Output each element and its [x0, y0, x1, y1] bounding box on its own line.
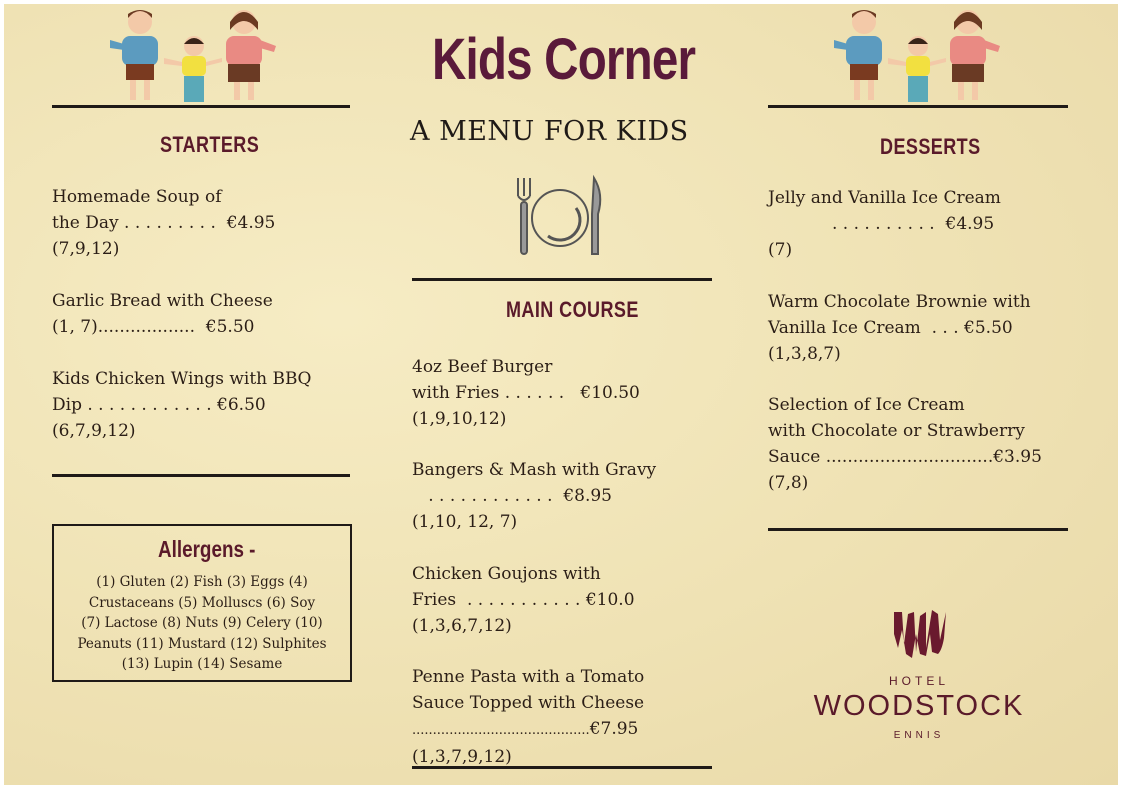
item-price: €7.95 [589, 719, 639, 739]
item-leader: with Fries . . . . . . [412, 383, 565, 403]
starters-heading: STARTERS [160, 132, 260, 157]
item-name: Warm Chocolate Brownie with [768, 292, 1031, 312]
item-leader: ........................................... [412, 723, 590, 738]
item-allergens: (7,8) [768, 473, 809, 493]
menu-item-brownie [768, 289, 1031, 367]
allergens-line: (13) Lupin (14) Sesame [121, 656, 283, 672]
item-price: €10.50 [580, 383, 640, 403]
allergens-line: (7) Lactose (8) Nuts (9) Celery (10) [81, 615, 323, 631]
family-illustration-left [104, 6, 280, 106]
item-allergens: (7) [768, 240, 793, 260]
allergens-list [60, 572, 344, 675]
menu-item-bangers-mash [412, 457, 656, 535]
desserts-heading: DESSERTS [880, 134, 981, 159]
item-name: Jelly and Vanilla Ice Cream [768, 188, 1001, 208]
menu-item-chicken-wings [52, 366, 311, 444]
allergens-line: (1) Gluten (2) Fish (3) Eggs (4) [96, 574, 308, 590]
menu-item-ice-cream [768, 392, 1042, 496]
divider-top-left [52, 105, 350, 108]
item-price: €5.50 [205, 317, 255, 337]
item-name: Bangers & Mash with Gravy [412, 460, 657, 480]
item-leader: . . . . . . . . . . . . [412, 486, 553, 506]
hotel-woodstock-logo-icon [892, 604, 948, 660]
menu-page [4, 4, 1118, 785]
allergens-box [52, 524, 352, 682]
item-price: €5.50 [964, 318, 1013, 338]
hotel-label-top: HOTEL [888, 674, 949, 688]
divider-top-right [768, 105, 1068, 108]
item-price: €8.95 [563, 486, 612, 506]
item-leader: . . . . . . . . . . [832, 214, 935, 234]
allergens-line: Peanuts (11) Mustard (12) Sulphites [77, 635, 327, 652]
divider-right-mid [768, 528, 1068, 531]
item-leader: (1, 7).................. [52, 317, 195, 337]
item-leader: the Day . . . . . . . . . [52, 213, 216, 233]
girl-figure [164, 36, 222, 102]
item-allergens: (1,3,8,7) [768, 344, 841, 364]
allergens-title: Allergens - [158, 536, 256, 562]
divider-center-top [412, 278, 712, 281]
mother-figure [226, 10, 276, 100]
item-name: Chicken Goujons with [412, 564, 601, 584]
menu-item-soup [52, 184, 275, 262]
family-illustration-right [828, 6, 1004, 106]
menu-title: Kids Corner [432, 27, 696, 92]
divider-left-mid [52, 474, 350, 477]
item-name: Kids Chicken Wings with BBQ [52, 369, 312, 389]
item-leader: Fries . . . . . . . . . . . [412, 590, 581, 610]
boy-figure [110, 10, 158, 100]
item-price: €6.50 [217, 395, 266, 415]
item-allergens: (1,10, 12, 7) [412, 512, 518, 532]
item-allergens: (1,3,6,7,12) [412, 616, 512, 636]
item-price: €4.95 [226, 213, 276, 233]
item-price: €3.95 [993, 447, 1042, 467]
item-leader: Vanilla Ice Cream . . . [768, 318, 959, 338]
menu-item-chicken-goujons [412, 561, 635, 639]
fork-plate-knife-icon [512, 174, 608, 258]
item-name-cont: with Chocolate or Strawberry [768, 421, 1025, 441]
allergens-line: Crustaceans (5) Molluscs (6) Soy [88, 594, 316, 611]
hotel-name: WOODSTOCK [813, 690, 1025, 722]
main-course-heading: MAIN COURSE [506, 297, 639, 322]
item-name: Homemade Soup of [52, 187, 222, 207]
menu-item-penne-pasta [412, 664, 644, 770]
item-price: €10.0 [585, 590, 635, 610]
item-price: €4.95 [945, 214, 995, 234]
item-name: Garlic Bread with Cheese [52, 291, 273, 311]
item-name: Penne Pasta with a Tomato [412, 667, 645, 687]
item-allergens: (6,7,9,12) [52, 421, 136, 441]
item-name: Selection of Ice Cream [768, 395, 965, 415]
item-leader: Sauce ............................... [768, 447, 994, 467]
item-allergens: (1,9,10,12) [412, 409, 507, 429]
item-allergens: (7,9,12) [52, 239, 120, 259]
item-name: 4oz Beef Burger [412, 357, 553, 377]
item-name-cont: Sauce Topped with Cheese [412, 693, 645, 713]
menu-item-garlic-bread [52, 288, 273, 340]
item-leader: Dip . . . . . . . . . . . . [52, 395, 212, 415]
item-allergens: (1,3,7,9,12) [412, 747, 512, 767]
menu-item-beef-burger [412, 354, 640, 432]
hotel-label-bottom: ENNIS [893, 730, 945, 741]
hotel-logo [804, 604, 1034, 754]
menu-item-jelly [768, 185, 1001, 263]
menu-subtitle: A MENU FOR KIDS [410, 116, 689, 147]
